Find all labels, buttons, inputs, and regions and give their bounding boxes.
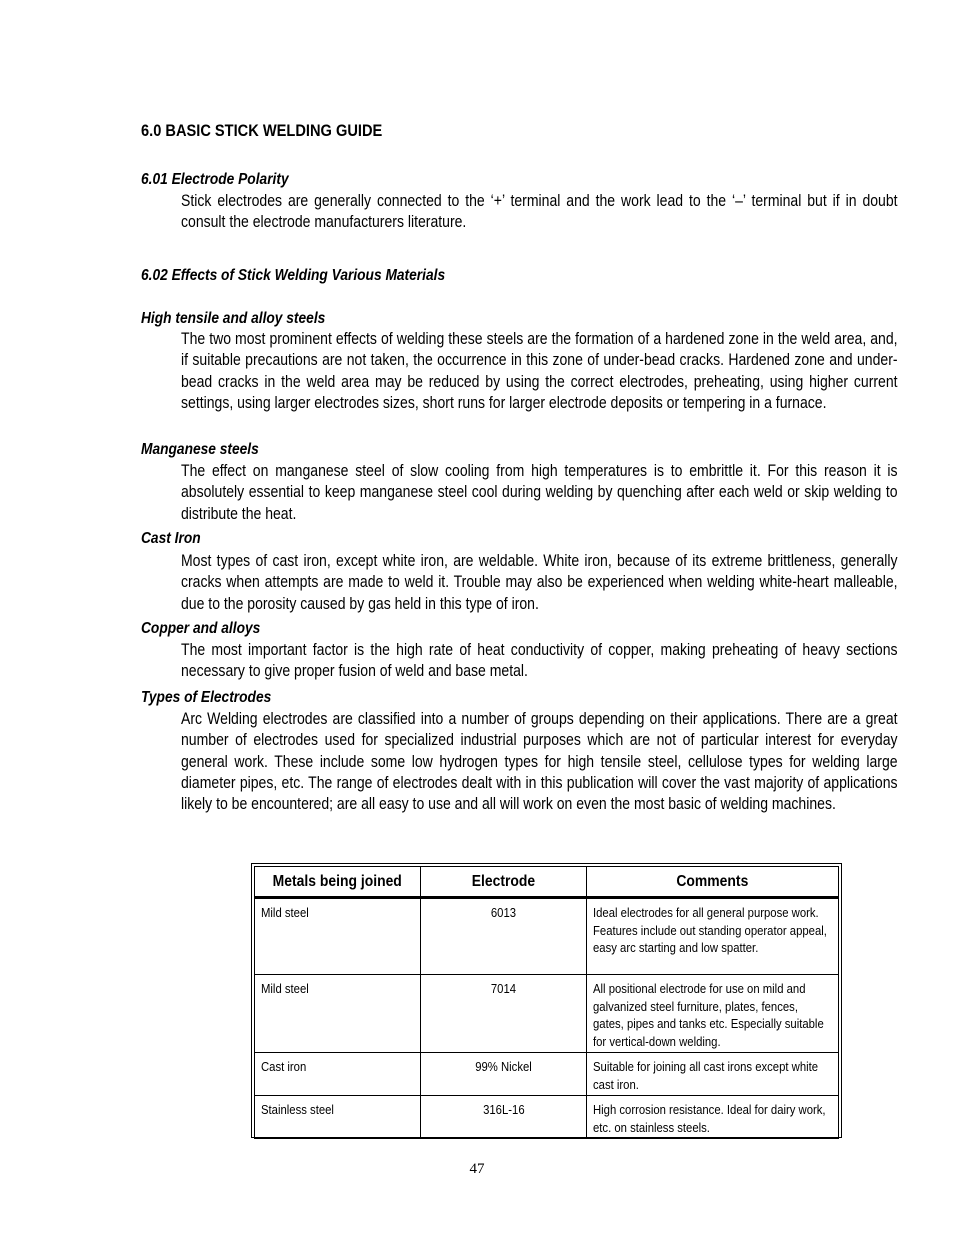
comment-cell: Suitable for joining all cast irons except white cast iron. bbox=[587, 1053, 839, 1096]
electrode-table-grid bbox=[254, 866, 839, 1139]
polarity-heading: 6.01 Electrode Polarity bbox=[141, 171, 289, 188]
comment-cell: All positional electrode for use on mild and galvanized steel furniture, plates, fences, gates, pipes and tanks etc. Especially suitable for vertical-down welding. bbox=[587, 975, 839, 1053]
table-row bbox=[255, 1053, 839, 1096]
copper-paragraph: The most important factor is the high rate of heat conductivity of copper, making preheating of heavy sections necessary to give proper fusion of weld and base metal. bbox=[181, 641, 898, 681]
cast-iron-heading: Cast Iron bbox=[141, 530, 201, 547]
polarity-paragraph: Stick electrodes are generally connected to the ‘+’ terminal and the work lead to the ‘–’ terminal but if in doubt consult the electrode manufacturers literature. bbox=[181, 192, 898, 232]
header-comments: Comments bbox=[587, 867, 839, 898]
electrodes-heading: Types of Electrodes bbox=[141, 689, 272, 706]
header-metals: Metals being joined bbox=[255, 867, 421, 898]
metal-cell: Cast iron bbox=[255, 1053, 421, 1096]
manganese-heading: Manganese steels bbox=[141, 441, 259, 458]
electrodes-paragraph: Arc Welding electrodes are classified into a number of groups depending on their applications. There are a great number of electrodes used for specialized industrial purposes which are not of particular interest for everyday general work. These include some low hydrogen types for high tensile steel, cellulose types for welding large diameter pipes, etc. The range of electrodes dealt with in this publication will cover the vast majority of applications likely to be encountered; are all easy to use and all will work on even the most basic of welding machines. bbox=[181, 710, 898, 814]
comment-cell: Ideal electrodes for all general purpose work. Features include out standing operator appeal, easy arc starting and low spatter. bbox=[587, 898, 839, 975]
table-header-row bbox=[255, 867, 839, 898]
cast-iron-paragraph: Most types of cast iron, except white iron, are weldable. White iron, because of its extreme brittleness, generally cracks when attempts are made to weld it. Trouble may also be experienced when welding white-heart malleable, due to the porosity caused by gas held in this type of iron. bbox=[181, 552, 898, 613]
table-row bbox=[255, 898, 839, 975]
electrode-cell: 316L-16 bbox=[421, 1096, 587, 1139]
high-tensile-paragraph: The two most prominent effects of welding these steels are the formation of a hardened zone in the weld area, and, if suitable precautions are not taken, the occurrence in this zone of under-bead cracks. Hardened zone and under-bead cracks in the weld area may be reduced by using the correct electrodes, preheating, using higher current settings, using larger electrodes sizes, short runs for larger electrode deposits or tempering in a furnace. bbox=[181, 330, 898, 412]
table-row bbox=[255, 1096, 839, 1139]
electrode-cell: 6013 bbox=[421, 898, 587, 975]
metal-cell: Mild steel bbox=[255, 898, 421, 975]
metal-cell: Mild steel bbox=[255, 975, 421, 1053]
electrode-table bbox=[251, 863, 842, 1138]
manganese-paragraph: The effect on manganese steel of slow cooling from high temperatures is to embrittle it. For this reason it is absolutely essential to keep manganese steel cool during welding by quenching after each weld or skip welding to distribute the heat. bbox=[181, 462, 898, 523]
high-tensile-heading: High tensile and alloy steels bbox=[141, 310, 326, 327]
comment-cell: High corrosion resistance. Ideal for dairy work, etc. on stainless steels. bbox=[587, 1096, 839, 1139]
metal-cell: Stainless steel bbox=[255, 1096, 421, 1139]
header-electrode: Electrode bbox=[421, 867, 587, 898]
electrode-cell: 7014 bbox=[421, 975, 587, 1053]
table-row bbox=[255, 975, 839, 1053]
section-heading: 6.0 BASIC STICK WELDING GUIDE bbox=[141, 121, 383, 140]
copper-heading: Copper and alloys bbox=[141, 620, 261, 637]
electrode-cell: 99% Nickel bbox=[421, 1053, 587, 1096]
effects-heading: 6.02 Effects of Stick Welding Various Materials bbox=[141, 267, 446, 284]
page-number: 47 bbox=[469, 1161, 485, 1177]
